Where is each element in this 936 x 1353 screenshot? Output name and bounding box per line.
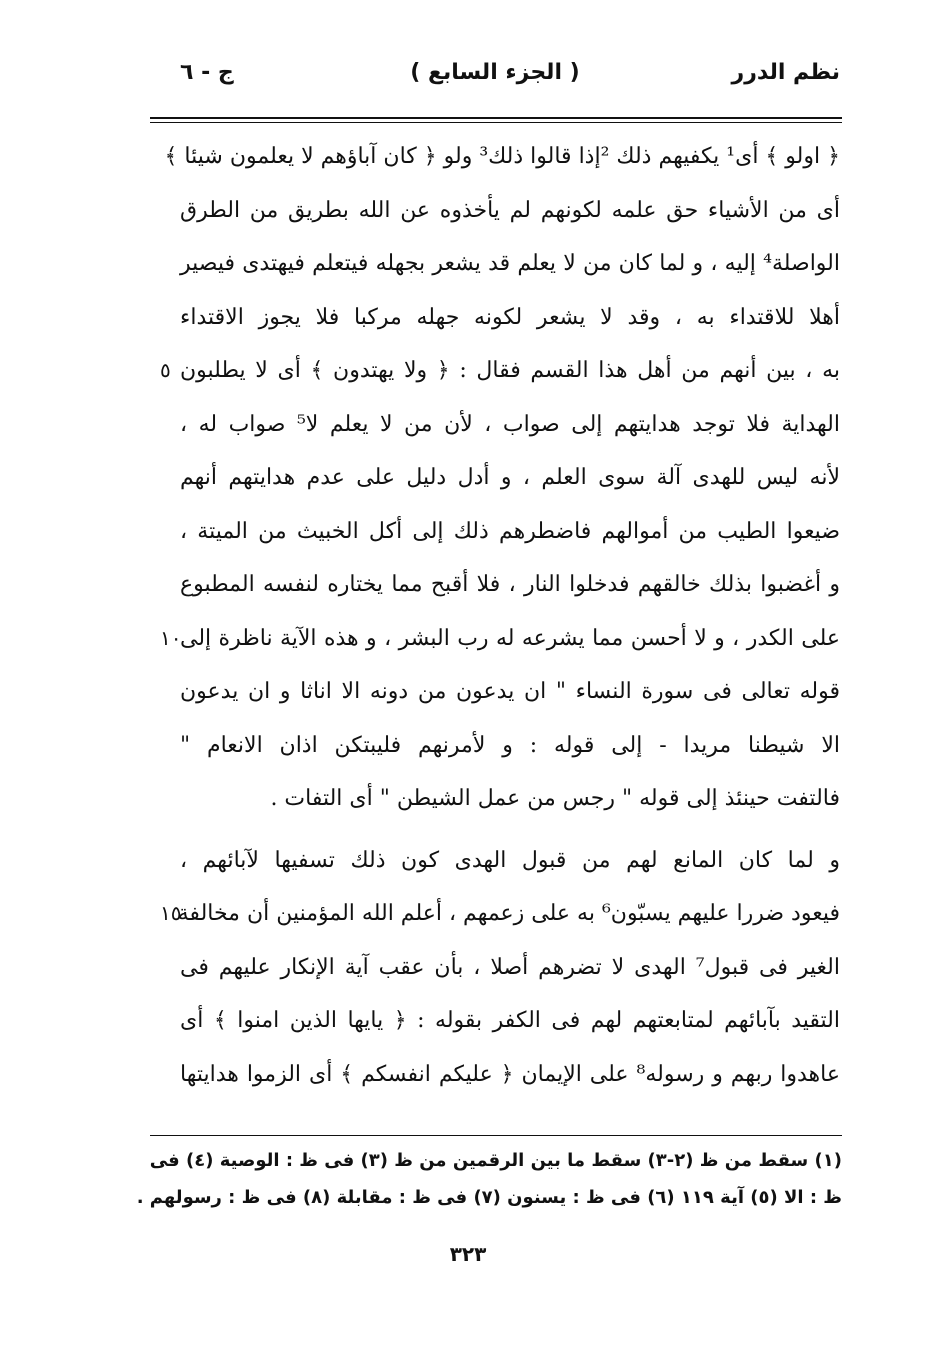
text-line: [180, 941, 840, 995]
text-line-content: أى من الأشياء حق علمه لكونهم لم يأخذوه عن الله بطريق من الطرق: [180, 197, 840, 223]
paragraph-gap: [180, 826, 840, 834]
text-line: [180, 719, 840, 773]
footnotes: [136, 1142, 842, 1216]
text-line: [180, 184, 840, 238]
text-line: [180, 772, 840, 826]
text-line-content: التقيد بآبائهم لمتابعتهم لهم فى الكفر بقوله : ﴿ يايها الذين امنوا ﴾ أى: [180, 1008, 840, 1033]
text-line: [164, 130, 840, 184]
footnote-rule: [150, 1135, 842, 1136]
text-line-content: فيعود ضررا عليهم يسبّون⁶ به على زعمهم ، أعلم الله المؤمنين أن مخالفة: [177, 901, 840, 926]
text-line-content: الواصلة⁴ إليه ، و لما كان من لا يعلم قد يشعر بجهله فيتعلم فيهتدى فيصير: [180, 251, 840, 276]
text-line: [160, 887, 840, 941]
text-line: [180, 1048, 840, 1102]
text-line-content: ضيعوا الطيب من أموالهم فاضطرهم ذلك إلى أكل الخبيث من الميتة ،: [180, 518, 840, 544]
footnote-line: ظ : الا (٥) آية ١١٩ (٦) فى ظ : يسنون (٧) فى ظ : مقابلة (٨) فى ظ : رسولهم .: [136, 1187, 842, 1208]
text-line-content: و أغضبوا بذلك خالقهم فدخلوا النار ، فلا أقبح مما يختاره لنفسه المطبوع: [180, 572, 840, 597]
line-number: ١٠: [160, 625, 182, 650]
text-line-content: فالتفت حينئذ إلى قوله " رجس من عمل الشيطن " أى التفات .: [270, 786, 840, 811]
header-rule-thick: [150, 117, 842, 119]
text-line-content: و لما كان المانع لهم من قبول الهدى كون ذلك تسفيها لآبائهم ،: [180, 847, 840, 873]
text-line-content: الهداية فلا توجد هدايتهم إلى صواب ، لأن من لا يعلم لا⁵ صواب له ،: [180, 411, 841, 437]
text-line-content: الا شيطنا مريدا - إلى قوله : و لأمرنهم فليبتكن اذان الانعام ": [180, 732, 840, 758]
volume-mark: ج - ٦: [180, 60, 234, 85]
text-line-content: لأنه ليس للهدى آلة سوى العلم ، و أدل دليل على عدم هدايتهم أنهم: [180, 465, 840, 490]
text-line-content: على الكدر ، و لا أحسن مما يشرعه له رب البشر ، و هذه الآية ناظرة إلى: [180, 625, 840, 651]
text-line: [180, 451, 840, 505]
text-line-content: عاهدوا ربهم و رسوله⁸ على الإيمان ﴿ عليكم انفسكم ﴾ أى الزموا هدايتها: [180, 1061, 840, 1087]
book-title: نظم الدرر: [731, 60, 840, 85]
text-line-content: به ، بين أنهم من أهل هذا القسم فقال : ﴿ ولا يهتدون ﴾ أى لا يطلبون: [180, 358, 840, 383]
main-text: [160, 130, 841, 1101]
text-line: [180, 994, 840, 1048]
text-line: [180, 558, 840, 612]
text-line: [180, 505, 840, 559]
text-line-content: الغير فى قبول⁷ الهدى لا تضرهم أصلا ، بأن عقب آية الإنكار عليهم فى: [180, 954, 840, 980]
page-number: ٣٢٣: [449, 1242, 487, 1266]
header-rule-thin: [150, 122, 842, 123]
text-line: [180, 291, 840, 345]
text-line-content: ﴿ اولو ﴾ أى¹ يكفيهم ذلك ²إذا قالوا ذلك³ ولو ﴿ كان آباؤهم لا يعلمون شيئا ﴾: [164, 144, 840, 169]
text-line: [180, 237, 840, 291]
text-line-content: أهلا للاقتداء به ، وقد لا يشعر لكونه جهله مركبا فلا يجوز الاقتداء: [180, 304, 840, 330]
text-line: [180, 398, 840, 452]
line-number: ٥: [160, 358, 171, 382]
running-header: [150, 60, 840, 110]
text-line: [160, 344, 840, 398]
text-line: [180, 834, 840, 888]
text-line-content: قوله تعالى فى سورة النساء " ان يدعون من دونه الا اناثا و ان يدعون: [180, 679, 840, 704]
part-title: ( الجزء السابع ): [410, 60, 580, 85]
line-number: ١٥: [160, 901, 182, 925]
text-line: [160, 612, 840, 666]
text-line: [180, 665, 840, 719]
footnote-line: (١) سقط من ظ (٢-٣) سقط ما بين الرقمين من ظ (٣) فى ظ : الوصية (٤) فى: [149, 1150, 842, 1171]
